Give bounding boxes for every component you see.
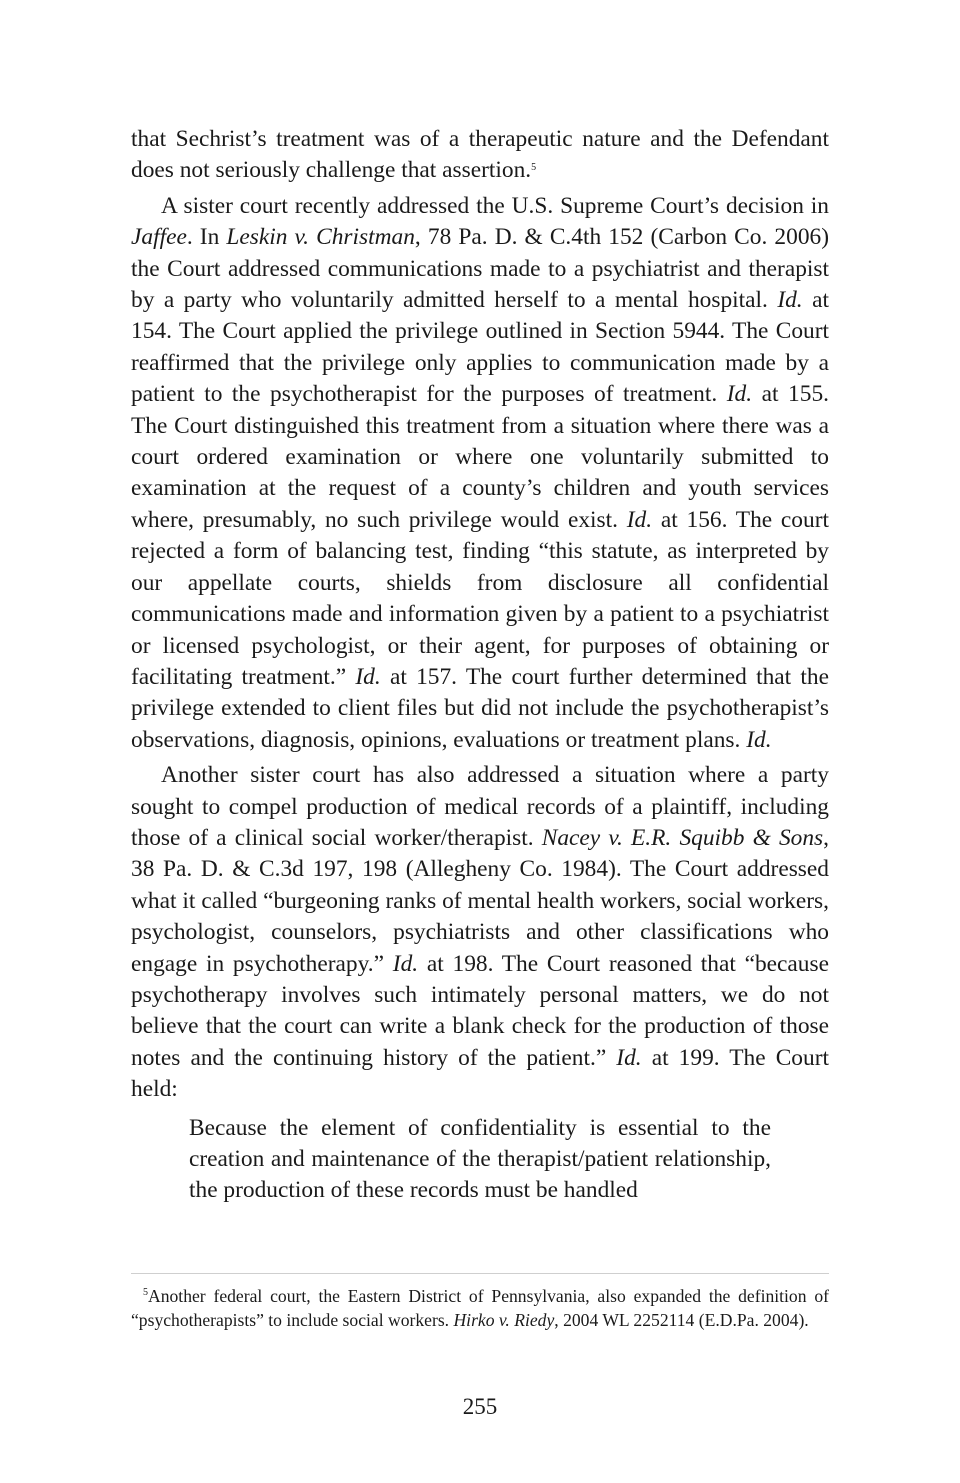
paragraph-text: . In <box>186 224 227 251</box>
footnote-marker: 5 <box>143 1287 148 1298</box>
id-citation: Id. <box>777 287 803 314</box>
paragraph-text: at 156. The court rejected a form of balancing test, finding “this statute, as interpreted by our appellate courts, shields from disclosure all confidential communications made and information given by a patient to a psychiatrist or licensed psychologist, or their agent, for purposes of obtaining or facilitating treatment.” <box>131 506 829 690</box>
footnote-text: , 2004 WL 2252114 (E.D.Pa. 2004). <box>554 1310 809 1330</box>
case-citation: Leskin v. Christman <box>226 224 415 251</box>
paragraph-text: at 199. The Court held: <box>131 1044 829 1103</box>
id-citation: Id. <box>616 1044 642 1071</box>
paragraph-text: , 38 Pa. D. & C.3d 197, 198 (Allegheny Co. 1984). The Court addressed what it called “burgeoning ranks of mental health workers, social workers, psychologist, counselors, psychiatrists and other classifications who engage in psychotherapy.” <box>131 824 829 977</box>
paragraph-text: Another sister court has also addressed a situation where a party sought to compel production of medical records of a plaintiff, including those of a clinical social worker/therapist. <box>131 762 829 851</box>
block-quote: Because the element of confidentiality is essential to the creation and maintenance of the therapist/patient relationship, the production of these records must be handled <box>189 1114 771 1204</box>
paragraph-text: at 157. The court further determined that the privilege extended to client files but did not include the psychotherapist’s observations, diagnosis, opinions, evaluations or treatment plans. <box>131 663 829 753</box>
id-citation: Id. <box>355 663 381 690</box>
paragraph-text: A sister court recently addressed the U.S. Supreme Court’s decision in <box>161 192 829 219</box>
paragraph-3 <box>131 760 829 1105</box>
paragraph-text: at 155. The Court distinguished this treatment from a situation where there was a court ordered examination or where one voluntarily submitted to examination at the request of a county’s children and youth services where, presumably, no such privilege would exist. <box>131 381 829 533</box>
id-citation: Id. <box>726 381 753 408</box>
paragraph-text: at 154. The Court applied the privilege outlined in Section 5944. The Court reaffirmed that the privilege only applies to communication made by a patient to the psychotherapist for the purposes of treatment. <box>131 287 829 408</box>
case-citation: Jaffee <box>131 224 187 251</box>
footnote-divider <box>131 1273 829 1274</box>
paragraph-text: that Sechrist’s treatment was of a therapeutic nature and the Defendant does not seriously challenge that assertion. <box>131 126 829 184</box>
id-citation: Id. <box>392 950 419 977</box>
footnote-marker: 5 <box>531 162 537 174</box>
paragraph-2 <box>131 191 829 756</box>
case-citation: Hirko v. Riedy <box>453 1310 555 1330</box>
page-number: 255 <box>462 1394 498 1419</box>
footnote-5 <box>131 1284 829 1332</box>
page-body <box>131 124 829 1207</box>
footnote-text: Another federal court, the Eastern District of Pennsylvania, also expanded the definition of “psychotherapists” to include social workers. <box>131 1286 829 1330</box>
id-citation: Id. <box>626 506 653 533</box>
paragraph-1 <box>131 124 829 187</box>
id-citation: Id. <box>746 726 772 753</box>
paragraph-text: at 198. The Court reasoned that “because psychotherapy involves such intimately personal matters, we do not believe that the court can write a blank check for the production of those notes and the continuing history of the patient.” <box>131 950 829 1071</box>
case-citation: Nacey v. E.R. Squibb & Sons <box>541 824 824 851</box>
paragraph-text: , 78 Pa. D. & C.4th 152 (Carbon Co. 2006) the Court addressed communications made to a psychiatrist and therapist by a party who voluntarily admitted herself to a mental hospital. <box>131 224 829 314</box>
